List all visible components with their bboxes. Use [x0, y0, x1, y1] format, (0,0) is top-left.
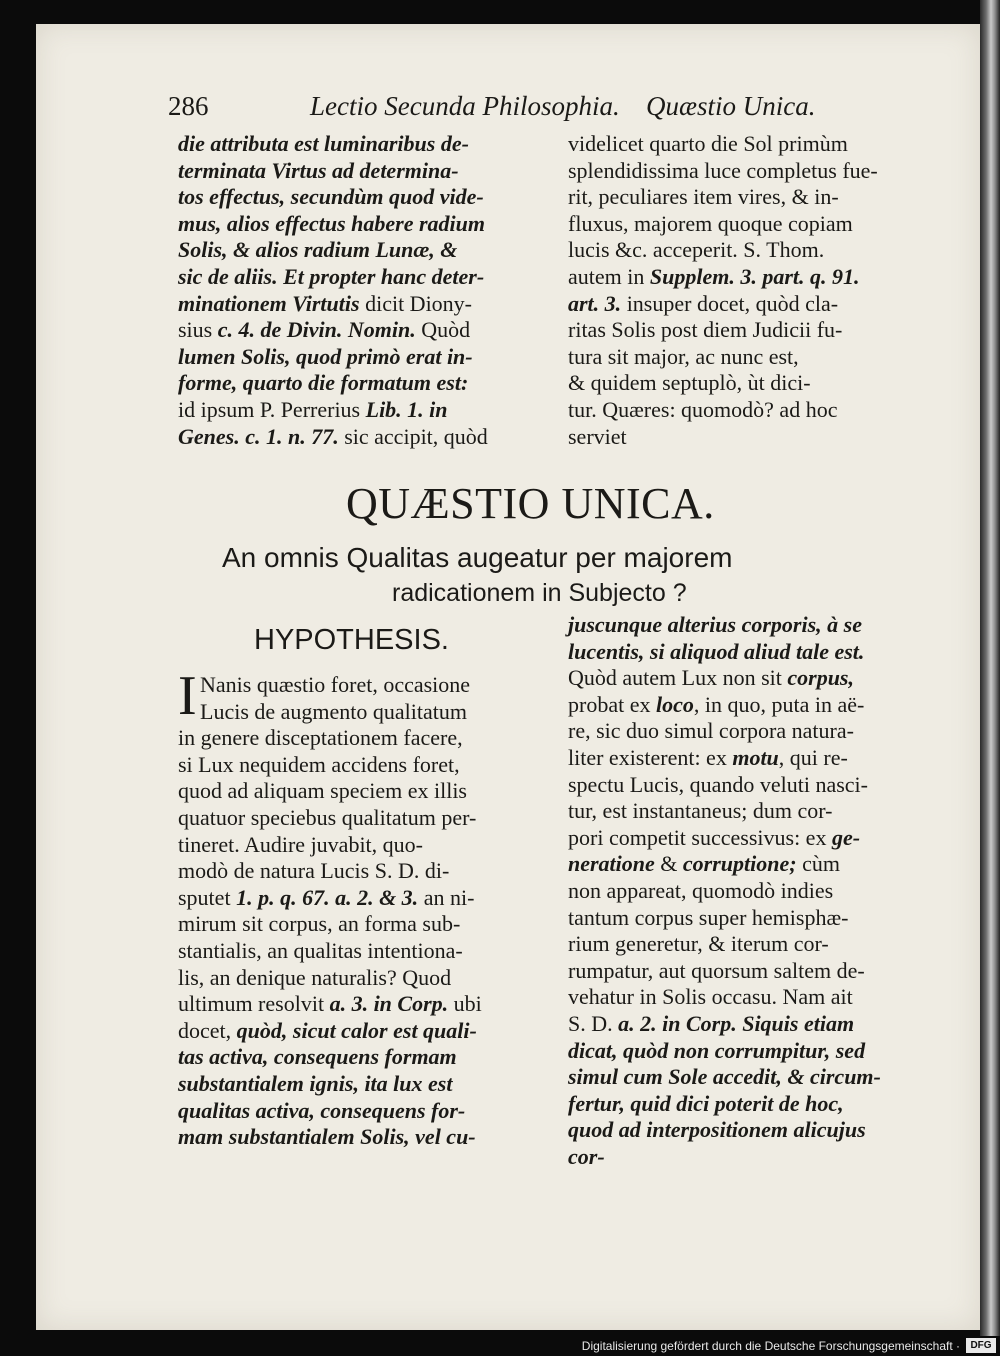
text-line: [178, 911, 558, 938]
text-line: [178, 672, 558, 699]
text-line: [178, 725, 558, 752]
italic-run: minationem Virtutis: [178, 290, 366, 316]
text-line: [568, 344, 952, 371]
text-run: serviet: [568, 423, 627, 449]
text-line: [178, 805, 558, 832]
text-line: [178, 370, 556, 397]
text-run: quatuor speciebus qualitatum per-: [178, 804, 477, 830]
italic-run: corruptione;: [682, 851, 797, 877]
question-subtitle-line-1: An omnis Qualitas augeatur per majorem: [222, 542, 733, 573]
italic-run: Supplem. 3. part. q. 91.: [649, 263, 860, 289]
text-line: [568, 291, 952, 318]
text-line: [568, 665, 954, 692]
text-run: tineret. Audire juvabit, quo-: [178, 831, 423, 857]
text-line: [178, 264, 556, 291]
text-line: [178, 858, 558, 885]
text-column-top-right: [568, 131, 952, 450]
italic-run: fertur, quid dici poterit de hoc,: [568, 1090, 844, 1116]
italic-run: corpus,: [787, 665, 854, 691]
italic-run: quòd, sicut calor est quali-: [236, 1017, 477, 1043]
text-line: [568, 1117, 954, 1144]
text-line: [568, 851, 954, 878]
text-run: si Lux nequidem accidens foret,: [178, 751, 460, 777]
text-run: re, sic duo simul corpora natura-: [568, 718, 854, 744]
text-line: [178, 211, 556, 238]
text-run: & quidem septuplò, ùt dici-: [568, 370, 811, 396]
text-run: fluxus, majorem quoque copiam: [568, 210, 853, 236]
text-run: rium generetur, & iterum cor-: [568, 931, 829, 957]
italic-run: Genes. c. 1. n. 77.: [178, 423, 339, 449]
italic-run: mam substantialem Solis, vel cu-: [178, 1124, 476, 1150]
text-run: docet,: [178, 1017, 237, 1043]
text-line: [568, 718, 954, 745]
italic-run: c. 4. de Divin. Nomin.: [217, 317, 416, 343]
text-run: videlicet quarto die Sol primùm: [568, 131, 848, 156]
italic-run: substantialem ignis, ita lux est: [178, 1070, 453, 1096]
text-run: spectu Lucis, quando veluti nasci-: [568, 771, 868, 797]
page-edge-shadow: [980, 0, 1000, 1340]
text-line: [178, 885, 558, 912]
text-run: tur. Quæres: quomodò? ad hoc: [568, 396, 838, 422]
text-run: probat ex: [568, 691, 656, 717]
text-run: sius: [178, 317, 218, 343]
text-line: [178, 1098, 558, 1125]
text-line: [178, 424, 556, 451]
text-run: sputet: [178, 884, 237, 910]
italic-run: cor-: [568, 1143, 605, 1169]
text-run: rumpatur, aut quorsum saltem de-: [568, 957, 865, 983]
italic-run: dicat, quòd non corrumpitur, sed: [568, 1037, 866, 1063]
italic-run: a. 2. in Corp. Siquis etiam: [618, 1010, 855, 1036]
text-run: tura sit major, ac nunc est,: [568, 343, 799, 369]
text-line: [568, 1038, 954, 1065]
italic-run: loco: [655, 691, 694, 717]
hypothesis-heading: HYPOTHESIS.: [254, 624, 449, 656]
text-line: [568, 878, 954, 905]
text-line: [568, 237, 952, 264]
text-line: [178, 317, 556, 344]
text-line: [568, 370, 952, 397]
question-subtitle-line-2: radicationem in Subjecto ?: [392, 579, 687, 607]
question-title: QUÆSTIO UNICA.: [346, 479, 715, 528]
text-run: stantialis, an qualitas intentiona-: [178, 937, 463, 963]
text-line: [568, 1091, 954, 1118]
dfg-logo: DFG: [966, 1338, 996, 1353]
text-line: [568, 745, 954, 772]
text-run: id ipsum P. Perrerius: [178, 396, 366, 422]
text-line: [178, 991, 558, 1018]
text-run: Lucis de augmento qualitatum: [200, 698, 467, 724]
italic-run: neratione: [568, 851, 655, 877]
text-run: splendidissima luce completus fue-: [568, 157, 878, 183]
text-run: lucis &c. acceperit. S. Thom.: [568, 237, 825, 263]
text-line: [568, 612, 954, 639]
text-line: [568, 1011, 954, 1038]
italic-run: motu: [732, 744, 779, 770]
text-line: [568, 772, 954, 799]
text-run: in genere disceptationem facere,: [178, 725, 463, 751]
text-line: [178, 131, 556, 158]
text-run: non appareat, quomodò indies: [568, 877, 834, 903]
text-line: [568, 905, 954, 932]
text-line: [568, 639, 954, 666]
text-run: mirum sit corpus, an forma sub-: [178, 911, 461, 937]
italic-run: quod ad interpositionem alicujus: [568, 1117, 866, 1143]
text-run: rit, peculiares item vires, & in-: [568, 184, 839, 210]
text-line: [178, 752, 558, 779]
text-run: tur, est instantaneus; dum cor-: [568, 798, 833, 824]
text-line: [568, 424, 952, 451]
italic-run: mus, alios effectus habere radium: [178, 210, 486, 236]
italic-run: tas activa, consequens formam: [178, 1044, 457, 1070]
text-run: modò de natura Lucis S. D. di-: [178, 858, 450, 884]
text-line: [568, 984, 954, 1011]
text-run: pori competit successivus: ex: [568, 824, 832, 850]
italic-run: ge-: [831, 824, 861, 850]
text-line: [178, 778, 558, 805]
text-line: [568, 931, 954, 958]
running-question: Quæstio Unica.: [646, 91, 816, 121]
text-run: ubi: [448, 991, 482, 1017]
text-line: [568, 798, 954, 825]
text-line: [568, 1144, 954, 1171]
text-line: [178, 832, 558, 859]
text-line: [568, 131, 952, 158]
text-line: [568, 1064, 954, 1091]
text-line: [178, 965, 558, 992]
text-run: vehatur in Solis occasu. Nam ait: [568, 984, 853, 1010]
italic-run: a. 3. in Corp.: [329, 991, 449, 1017]
text-line: [178, 938, 558, 965]
text-run: an ni-: [418, 884, 475, 910]
italic-run: forme, quarto die formatum est:: [178, 370, 469, 396]
text-run: Quòd autem Lux non sit: [568, 665, 788, 691]
text-line: [568, 211, 952, 238]
running-title: Lectio Secunda Philosophia.: [310, 91, 620, 121]
text-line: [568, 397, 952, 424]
text-run: &: [654, 851, 683, 877]
text-run: , in quo, puta in aë-: [693, 691, 865, 717]
text-line: [568, 958, 954, 985]
text-column-top-left: [178, 131, 556, 450]
italic-run: terminata Virtus ad determina-: [178, 157, 459, 183]
funding-note: Digitalisierung gefördert durch die Deutsche Forschungsgemeinschaft ·: [581, 1339, 960, 1353]
text-line: [178, 344, 556, 371]
text-run: dicit Diony-: [365, 290, 473, 316]
text-line: [178, 699, 558, 726]
italic-run: lumen Solis, quod primò erat in-: [178, 343, 473, 369]
footer-bar: [581, 1336, 1000, 1356]
text-line: [568, 184, 952, 211]
page-number: 286: [168, 91, 209, 121]
text-line: [568, 264, 952, 291]
text-line: [568, 692, 954, 719]
text-line: [178, 1018, 558, 1045]
italic-run: Solis, & alios radium Lunæ, &: [178, 237, 458, 263]
italic-run: simul cum Sole accedit, & circum-: [568, 1064, 881, 1090]
text-run: Quòd: [415, 317, 471, 343]
text-run: insuper docet, quòd cla-: [621, 290, 839, 316]
drop-cap: I: [178, 665, 197, 727]
running-head: [168, 88, 828, 124]
text-run: tantum corpus super hemisphæ-: [568, 904, 849, 930]
italic-run: Lib. 1. in: [365, 396, 448, 422]
text-run: ritas Solis post diem Judicii fu-: [568, 317, 843, 343]
text-line: [178, 291, 556, 318]
italic-run: tos effectus, secundùm quod vide-: [178, 184, 484, 210]
text-run: autem in: [568, 263, 650, 289]
text-line: [178, 237, 556, 264]
text-run: liter existerent: ex: [568, 744, 733, 770]
text-line: [568, 158, 952, 185]
text-run: lis, an denique naturalis? Quod: [178, 964, 452, 990]
text-run: sic accipit, quòd: [338, 423, 488, 449]
italic-run: qualitas activa, consequens for-: [178, 1097, 466, 1123]
italic-run: 1. p. q. 67. a. 2. & 3.: [236, 884, 419, 910]
text-line: [178, 158, 556, 185]
text-line: [568, 317, 952, 344]
text-line: [178, 1044, 558, 1071]
text-run: S. D.: [568, 1010, 619, 1036]
text-line: [178, 1071, 558, 1098]
text-column-bottom-left: [178, 665, 558, 1151]
text-line: [178, 1124, 558, 1151]
text-run: ultimum resolvit: [178, 991, 330, 1017]
text-run: cùm: [796, 851, 840, 877]
text-line: [568, 825, 954, 852]
italic-run: juscunque alterius corporis, à se: [568, 612, 862, 637]
text-run: quod ad aliquam speciem ex illis: [178, 778, 467, 804]
italic-run: sic de aliis. Et propter hanc deter-: [178, 263, 485, 289]
text-run: Nanis quæstio foret, occasione: [200, 672, 471, 697]
italic-run: lucentis, si aliquod aliud tale est.: [568, 638, 865, 664]
text-line: [178, 184, 556, 211]
italic-run: die attributa est luminaribus de-: [178, 131, 469, 156]
text-line: [178, 397, 556, 424]
italic-run: art. 3.: [568, 290, 622, 316]
text-run: , qui re-: [778, 744, 848, 770]
text-column-bottom-right: [568, 612, 954, 1170]
